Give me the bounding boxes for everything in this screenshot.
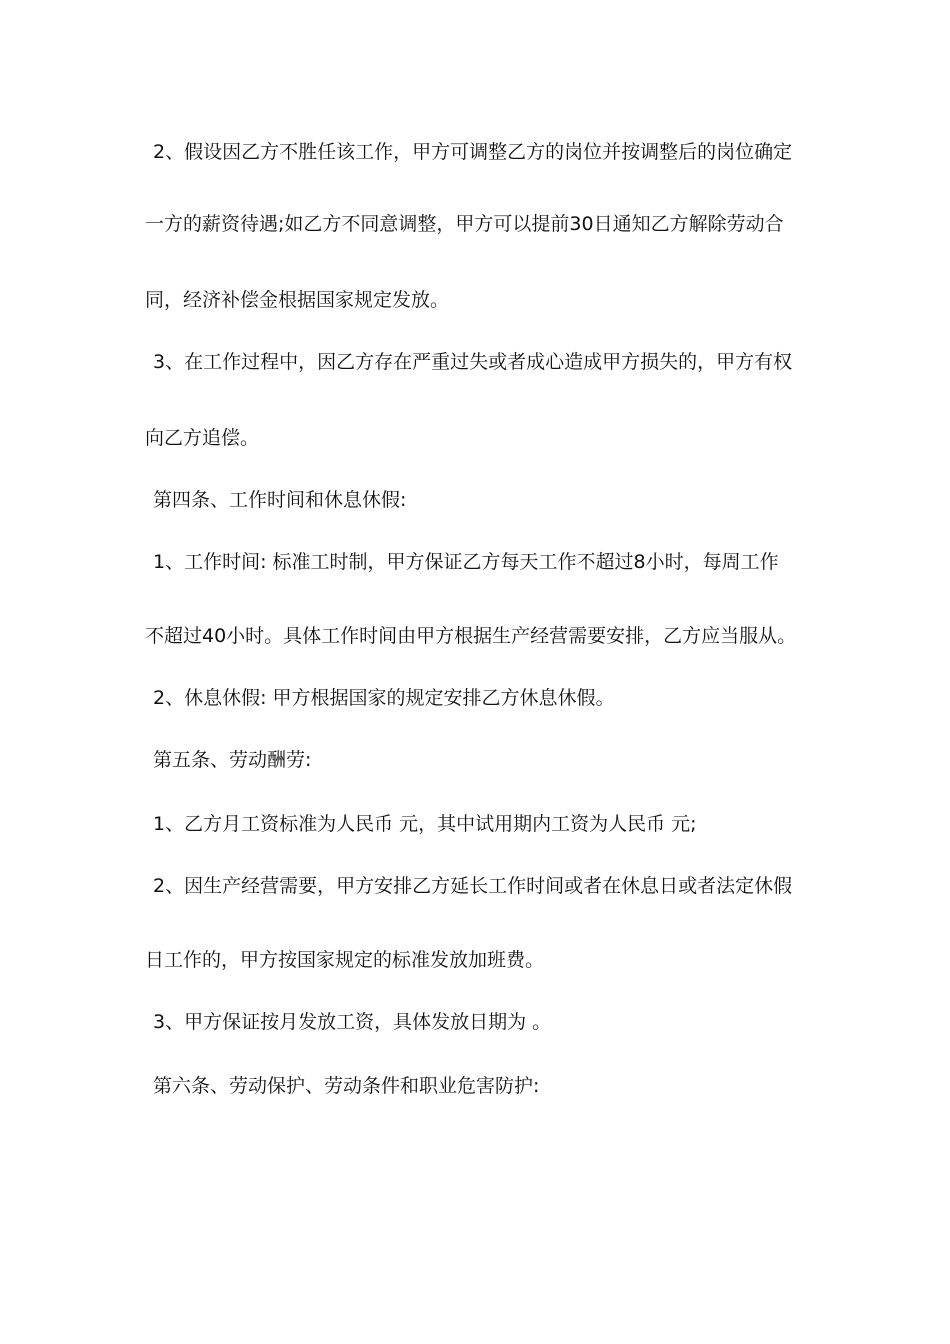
section-heading: 第六条、劳动保护、劳动条件和职业危害防护: [153, 1075, 540, 1097]
paragraph-line: 同，经济补偿金根据国家规定发放。 [145, 289, 450, 311]
paragraph-line: 一方的薪资待遇;如乙方不同意调整，甲方可以提前30日通知乙方解除劳动合 [145, 213, 784, 235]
paragraph-line: 不超过40小时。具体工作时间由甲方根据生产经营需要安排，乙方应当服从。 [145, 625, 797, 647]
paragraph-line: 1、工作时间: 标准工时制，甲方保证乙方每天工作不超过8小时，每周工作 [153, 551, 779, 573]
paragraph-line: 2、因生产经营需要，甲方安排乙方延长工作时间或者在休息日或者法定休假 [153, 875, 793, 897]
paragraph-line: 2、休息休假: 甲方根据国家的规定安排乙方休息休假。 [153, 687, 615, 709]
paragraph-line: 2、假设因乙方不胜任该工作，甲方可调整乙方的岗位并按调整后的岗位确定 [153, 141, 793, 163]
paragraph-line: 向乙方追偿。 [145, 427, 260, 449]
paragraph-line: 3、甲方保证按月发放工资，具体发放日期为 。 [153, 1011, 552, 1033]
paragraph-line: 1、乙方月工资标准为人民币 元，其中试用期内工资为人民币 元; [153, 813, 697, 835]
section-heading: 第五条、劳动酬劳: [153, 749, 312, 771]
paragraph-line: 3、在工作过程中，因乙方存在严重过失或者成心造成甲方损失的，甲方有权 [153, 351, 793, 373]
section-heading: 第四条、工作时间和休息休假: [153, 489, 407, 511]
paragraph-line: 日工作的，甲方按国家规定的标准发放加班费。 [145, 949, 545, 971]
